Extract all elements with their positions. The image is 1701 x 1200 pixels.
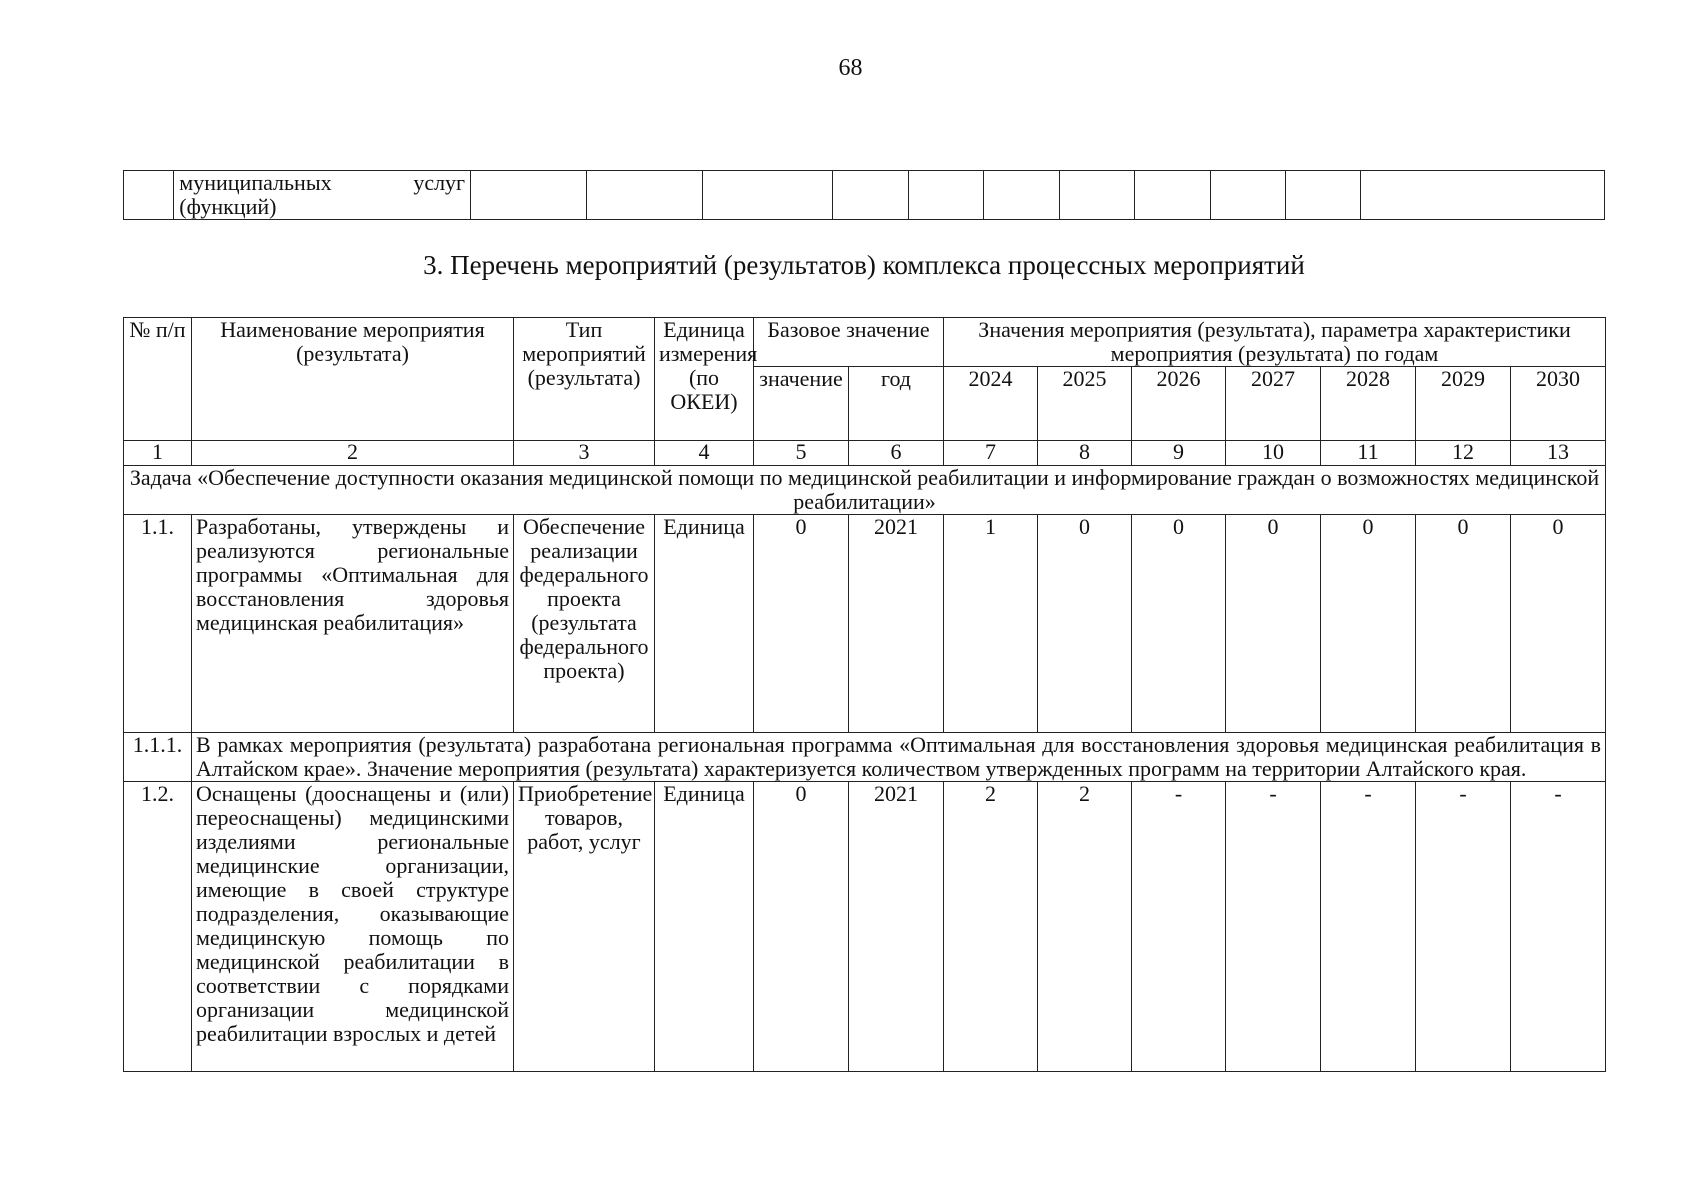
section-title: 3. Перечень мероприятий (результатов) комплекса процессных мероприятий xyxy=(423,250,1305,280)
row-value: 0 xyxy=(1038,515,1132,733)
measures-table xyxy=(123,317,1606,1072)
row-base-value: 0 xyxy=(754,782,849,1072)
cell xyxy=(1210,171,1285,220)
page-number: 68 xyxy=(838,55,863,81)
column-number: 13 xyxy=(1511,441,1606,466)
row-value: - xyxy=(1132,782,1226,1072)
continuation-table xyxy=(123,170,1605,220)
header-values-by-year: Значения мероприятия (результата), параметра характеристики мероприятия (результата) по годам xyxy=(944,318,1606,367)
row-name: Оснащены (дооснащены и (или) переоснащены) медицинскими изделиями региональные медицинские организации, имеющие в своей структуре подразделения, оказывающие медицинскую помощь по медицинской реабилитации в соответствии с порядками организации медицинской реабилитации взрослых и детей xyxy=(192,782,514,1072)
header-year: 2024 xyxy=(944,367,1038,441)
note-num: 1.1.1. xyxy=(124,733,192,782)
row-type: Обеспечение реализации федерального проекта (результата федерального проекта) xyxy=(514,515,655,733)
header-name: Наименование мероприятия (результата) xyxy=(192,318,514,441)
row-value: 0 xyxy=(1132,515,1226,733)
header-num: № п/п xyxy=(124,318,192,441)
header-base-value: значение xyxy=(754,367,849,441)
header-year: 2027 xyxy=(1226,367,1321,441)
column-number: 12 xyxy=(1416,441,1511,466)
row-unit: Единица xyxy=(655,782,754,1072)
header-year: 2030 xyxy=(1511,367,1606,441)
row-value: - xyxy=(1226,782,1321,1072)
row-value: - xyxy=(1511,782,1606,1072)
table-row xyxy=(124,782,1606,1072)
header-year: 2026 xyxy=(1132,367,1226,441)
column-number: 2 xyxy=(192,441,514,466)
continuation-text: муниципальных услуг (функций) xyxy=(174,171,471,220)
row-value: 2 xyxy=(1038,782,1132,1072)
column-number: 8 xyxy=(1038,441,1132,466)
row-num: 1.1. xyxy=(124,515,192,733)
row-value: 0 xyxy=(1321,515,1416,733)
row-value: 1 xyxy=(944,515,1038,733)
header-base: Базовое значение xyxy=(754,318,944,367)
header-base-year: год xyxy=(849,367,944,441)
header-year: 2029 xyxy=(1416,367,1511,441)
note-text: В рамках мероприятия (результата) разработана региональная программа «Оптимальная для восстановления здоровья медицинская реабилитация в Алтайском крае». Значение мероприятия (результата) характеризуется количеством утвержденных программ на территории Алтайского края. xyxy=(192,733,1606,782)
row-value: - xyxy=(1416,782,1511,1072)
column-number: 5 xyxy=(754,441,849,466)
row-value: 2 xyxy=(944,782,1038,1072)
column-number: 9 xyxy=(1132,441,1226,466)
row-value: 0 xyxy=(1416,515,1511,733)
cell xyxy=(833,171,908,220)
row-value: - xyxy=(1321,782,1416,1072)
cell xyxy=(1361,171,1605,220)
header-year: 2025 xyxy=(1038,367,1132,441)
row-num: 1.2. xyxy=(124,782,192,1072)
row-type: Приобретение товаров, работ, услуг xyxy=(514,782,655,1072)
row-base-year: 2021 xyxy=(849,782,944,1072)
header-row-1 xyxy=(124,318,1606,367)
header-year: 2028 xyxy=(1321,367,1416,441)
column-number: 7 xyxy=(944,441,1038,466)
column-number: 3 xyxy=(514,441,655,466)
cell xyxy=(908,171,983,220)
row-name: Разработаны, утверждены и реализуются региональные программы «Оптимальная для восстановления здоровья медицинская реабилитация» xyxy=(192,515,514,733)
column-number: 6 xyxy=(849,441,944,466)
cell xyxy=(1135,171,1210,220)
cell xyxy=(702,171,833,220)
task-row xyxy=(124,466,1606,515)
header-unit: Единица измерения (по ОКЕИ) xyxy=(655,318,754,441)
column-number: 4 xyxy=(655,441,754,466)
header-type: Тип мероприятий (результата) xyxy=(514,318,655,441)
cell xyxy=(1286,171,1361,220)
task-text: Задача «Обеспечение доступности оказания медицинской помощи по медицинской реабилитации и информирование граждан о возможностях медицинской реабилитации» xyxy=(124,466,1606,515)
column-number-row xyxy=(124,441,1606,466)
row-base-value: 0 xyxy=(754,515,849,733)
continuation-row xyxy=(124,171,1605,220)
column-number: 11 xyxy=(1321,441,1416,466)
row-base-year: 2021 xyxy=(849,515,944,733)
row-unit: Единица xyxy=(655,515,754,733)
row-value: 0 xyxy=(1511,515,1606,733)
column-number: 1 xyxy=(124,441,192,466)
cell xyxy=(1059,171,1134,220)
cell xyxy=(124,171,174,220)
note-row xyxy=(124,733,1606,782)
row-value: 0 xyxy=(1226,515,1321,733)
cell xyxy=(984,171,1059,220)
cell xyxy=(471,171,587,220)
column-number: 10 xyxy=(1226,441,1321,466)
cell xyxy=(586,171,702,220)
table-row xyxy=(124,515,1606,733)
